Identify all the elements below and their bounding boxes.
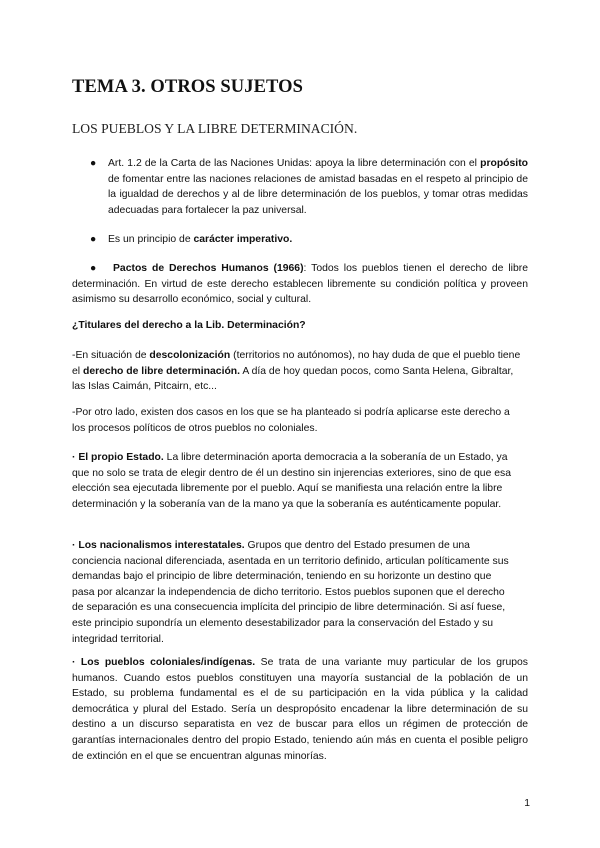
section-pueblos-coloniales <box>72 655 528 764</box>
bullet-carta-onu <box>108 156 528 218</box>
bullet-marker: ● <box>90 234 97 245</box>
bullet-caracter-imperativo <box>108 232 528 248</box>
bullet-text: Art. 1.2 de la Carta de las Naciones Unidas: apoya la libre determinación con el <box>108 158 481 169</box>
bullet-marker: ● <box>90 263 99 274</box>
section-subtitle: LOS PUEBLOS Y LA LIBRE DETERMINACIÓN. <box>72 121 358 136</box>
bullet-bold-term: carácter imperativo. <box>193 234 293 245</box>
paragraph-text: (territorios no autónomos), no hay duda de que el pueblo tiene el <box>72 350 521 377</box>
section-text: La libre determinación aporta democracia a la soberanía de un Estado, ya que no solo se trata de elegir dentro de él un destino sin injerencias exteriores, sino de que esa elección sea ejecutada libremente por el pueblo. Aquí se manifiesta una relación entre la libre determinación y la soberanía van de la mano ya que la soberanía es auténticamente popular. <box>72 452 511 510</box>
page-title: TEMA 3. OTROS SUJETOS <box>72 77 304 97</box>
section-text: Se trata de una variante muy particular de los grupos humanos. Cuando estos pueblos constituyen una mayoría sustancial de la población de un Estado, su problema fundamental es el de su participación en la vida pública y la calidad democrática y plural del Estado. Sería un despropósito encadenar la libre determinación de su destino a un discurso separatista en vez de buscar para ellos un régimen de protección de garantías internacionales dentro del propio Estado, teniendo aún más en cuenta el posible peligro de extinción en el que se encuentran algunas minorías. <box>72 657 528 762</box>
bullet-text: : Todos los pueblos tienen el derecho de libre determinación. En virtud de este derecho establecen libremente su condición política y proveen asimismo su desarrollo económico, social y cultural. <box>72 263 528 306</box>
bullet-bold-term: Pactos de Derechos Humanos (1966) <box>113 263 304 274</box>
bold-term: derecho de libre determinación. <box>82 365 241 377</box>
paragraph-text: -En situación de <box>72 350 150 361</box>
paragraph-otro-lado: -Por otro lado, existen dos casos en los que se ha planteado si podría aplicarse este derecho a los procesos políticos de otros pueblos no coloniales. <box>72 407 510 434</box>
section-heading: · El propio Estado. <box>72 452 164 463</box>
section-heading: · Los pueblos coloniales/indígenas. <box>72 657 256 668</box>
section-propio-estado <box>72 450 514 512</box>
bullet-text: de fomentar entre las naciones relaciones de amistad basadas en el respeto al principio de la igualdad de derechos y al de libre determinación de los pueblos, y tomar otras medidas adecuadas para fortalecer la paz universal. <box>108 173 528 216</box>
page-number: 1 <box>524 798 530 809</box>
paragraph-descolonizacion <box>72 348 524 395</box>
bullet-bold-term: propósito <box>480 158 528 169</box>
section-nacionalismos <box>72 538 516 647</box>
bullet-text: Es un principio de <box>108 234 194 245</box>
heading-titulares <box>72 318 528 334</box>
bullet-pactos-derechos-humanos <box>72 261 528 308</box>
section-heading: · Los nacionalismos interestatales. <box>72 540 245 551</box>
bold-term: descolonización <box>149 350 231 361</box>
paragraph-text: A día de hoy quedan pocos, como Santa Helena, Gibraltar, las Islas Caimán, Pitcairn, etc... <box>72 365 514 393</box>
heading-text: ¿Titulares del derecho a la Lib. Determinación? <box>72 320 306 331</box>
bullet-marker: ● <box>90 158 97 169</box>
section-text: Grupos que dentro del Estado presumen de una conciencia nacional diferenciada, asentada en un territorio definido, articulan políticamente sus demandas bajo el principio de libre determinación, teniendo en su horizonte un destino que pasa por alcanzar la independencia de dicho territorio. Estos pueblos suponen que el derecho de separación es una consecuencia implícita del principio de libre determinación. Si así fuese, este principio supondría un elemento desestabilizador para la conservación del Estado y su integridad territorial. <box>72 540 509 645</box>
